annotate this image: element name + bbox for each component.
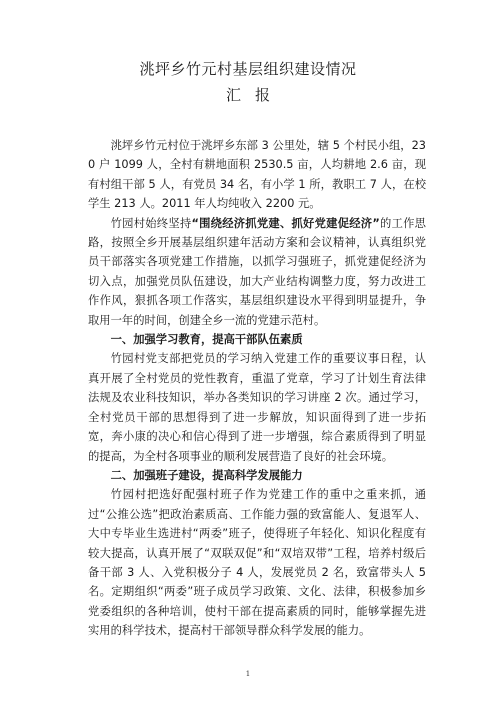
- intro-paragraph: 洮坪乡竹元村位于洮坪乡东部 3 公里处，辖 5 个村民小组，230 户 1099 人，全村有耕地面积 2530.5 亩，人均耕地 2.6 亩，现有村组干部 5 人，有党员 34 名，有小学 1 所，教职工 7 人，在校学生 213 人。2011 年人均纯收入 2200 元。: [88, 139, 426, 211]
- section-paragraph-2: 竹园村把选好配强村班子作为党建工作的重中之重来抓，通过“公推公选”把政治素质高、工作能力强的致富能人、复退军人、大中专毕业生选进村“两委”班子，使得班子年轻化、知识化程度有较大提高，认真开展了“双联双促”和“双培双带”工程，培养村级后备干部 3 人、入党积极分子 4 人，发展党员 2 名，致富带头人 5 名。定期组织“两委”班子成员学习政策、文化、法律，积极参加乡党委组织的各种培训，使村干部在提高素质的同时，能够掌握先进实用的科学技术，提高村干部领导群众科学发展的能力。: [88, 488, 426, 638]
- document-body: [88, 136, 426, 641]
- section-heading-2: 二、加强班子建设，提高科学发展能力: [110, 468, 303, 482]
- page-number: 1: [245, 670, 251, 678]
- document-title: 洮坪乡竹元村基层组织建设情况: [139, 60, 357, 78]
- work-approach-paragraph: [88, 214, 426, 330]
- document-subtitle: 汇报: [225, 86, 284, 104]
- paragraph-rest-text: 的工作思路，按照全乡开展基层组织建年活动方案和会议精神，认真组织党员干部落实各项党建工作措施，以抓学习强班子，抓党建促经济为切入点，加强党员队伍建设，加大产业结构调整力度，努力改进工作作风，狠抓各项工作落实，基层组织建设水平得到明显提升，争取用一年的时间，创建全乡一流的党建示范村。: [88, 216, 426, 327]
- section-paragraph-1: 竹园村党支部把党员的学习纳入党建工作的重要议事日程，认真开展了全村党员的党性教育，重温了党章，学习了计划生育法律法规及农业科技知识，举办各类知识的学习讲座 2 次。通过学习，全村党员干部的思想得到了进一步解放，知识面得到了进一步拓宽，奔小康的决心和信心得到了进一步增强，综合素质得到了明显的提高，为全村各项事业的顺利发展营造了良好的社会环境。: [88, 352, 426, 463]
- paragraph-lead-text: 竹园村始终坚持: [110, 216, 192, 230]
- section-heading-1: 一、加强学习教育，提高干部队伍素质: [110, 333, 303, 347]
- slogan-text: “围绕经济抓党建、抓好党建促经济”: [191, 216, 380, 230]
